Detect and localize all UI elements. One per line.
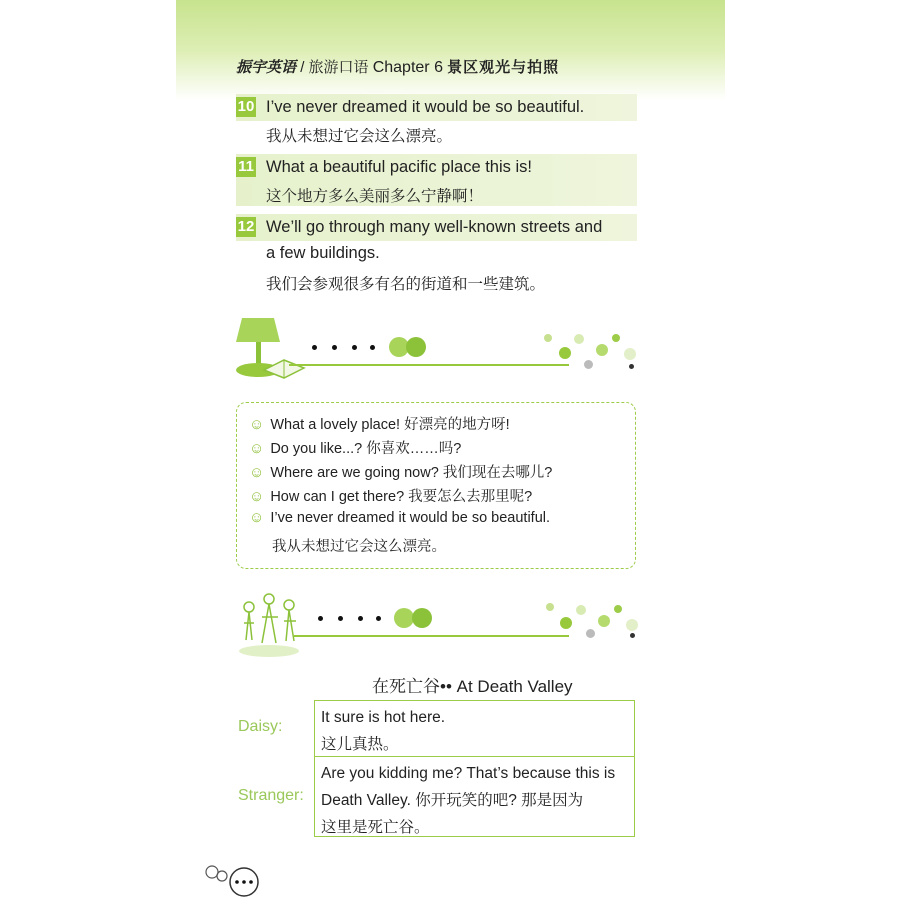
useful-phrases-box bbox=[236, 402, 636, 569]
speaker-daisy: Daisy: bbox=[238, 718, 283, 735]
dialogue-line-text: 这里是死亡谷。 bbox=[321, 819, 430, 836]
divider-bubble bbox=[559, 347, 571, 359]
smiley-icon: ☺ bbox=[249, 464, 265, 481]
sentence-english: I’ve never dreamed it would be so beautiful. bbox=[266, 98, 585, 116]
divider-bubble bbox=[626, 619, 638, 631]
sentence-english: What a beautiful pacific place this is! bbox=[266, 158, 532, 176]
sentence-number: 12 bbox=[237, 218, 255, 235]
phrase-item: ☺ How can I get there? 我要怎么去那里呢? bbox=[249, 488, 533, 505]
dialogue-line-text: Death Valley. 你开玩笑的吧? 那是因为 bbox=[321, 792, 584, 809]
dialogue-line-stranger bbox=[314, 756, 635, 837]
sentence-11 bbox=[236, 154, 637, 210]
chapter-label: Chapter 6 bbox=[372, 59, 443, 76]
smiley-icon: ☺ bbox=[249, 488, 265, 505]
people-sketch-icon bbox=[234, 585, 304, 660]
sentence-number: 10 bbox=[237, 98, 255, 115]
divider-dot bbox=[358, 616, 363, 621]
divider-bubble bbox=[598, 615, 610, 627]
sentence-12 bbox=[236, 214, 637, 298]
divider-bubble bbox=[544, 334, 552, 342]
divider-line bbox=[289, 364, 569, 366]
sentence-english-cont: a few buildings. bbox=[266, 244, 380, 262]
divider-line bbox=[294, 635, 569, 637]
dialogue-line-text: It sure is hot here. bbox=[321, 709, 446, 726]
divider-bubble bbox=[576, 605, 586, 615]
divider-bubble bbox=[560, 617, 572, 629]
smiley-icon: ☺ bbox=[249, 509, 265, 526]
divider-bubble bbox=[574, 334, 584, 344]
divider-dot bbox=[338, 616, 343, 621]
divider-dot bbox=[318, 616, 323, 621]
series-name: / 旅游口语 bbox=[300, 59, 369, 76]
divider-bubble bbox=[546, 603, 554, 611]
phrase-item: ☺ What a lovely place! 好漂亮的地方呀! bbox=[249, 416, 510, 433]
chapter-title: 景区观光与拍照 bbox=[447, 59, 560, 76]
phrase-item-cont: 我从未想过它会这么漂亮。 bbox=[272, 539, 446, 555]
divider-dot bbox=[352, 345, 357, 350]
dialogue-line-text: 这儿真热。 bbox=[321, 736, 399, 753]
divider-bubble bbox=[586, 629, 595, 638]
divider-bubble bbox=[596, 344, 608, 356]
sentence-english: We’ll go through many well-known streets and bbox=[266, 218, 603, 236]
section-divider-dialogue bbox=[234, 585, 644, 655]
divider-dot bbox=[312, 345, 317, 350]
phrase-item: ☺ Where are we going now? 我们现在去哪儿? bbox=[249, 464, 553, 481]
sentence-10 bbox=[236, 94, 637, 150]
smiley-icon: ☺ bbox=[249, 416, 265, 433]
phrase-item: ☺ Do you like...? 你喜欢……吗? bbox=[249, 440, 462, 457]
divider-bubble bbox=[406, 337, 426, 357]
phrase-item: ☺ I’ve never dreamed it would be so beautiful. bbox=[249, 509, 551, 526]
divider-dot bbox=[332, 345, 337, 350]
book-page bbox=[176, 0, 725, 900]
sentence-chinese: 这个地方多么美丽多么宁静啊！ bbox=[266, 187, 484, 205]
sentence-chinese: 我从未想过它会这么漂亮。 bbox=[266, 127, 453, 145]
sentence-number: 11 bbox=[236, 157, 256, 177]
dialogue-title: 在死亡谷•• At Death Valley bbox=[372, 677, 573, 696]
divider-bubble bbox=[584, 360, 593, 369]
bubbles-icon bbox=[204, 860, 264, 900]
sentence-chinese: 我们会参观很多有名的街道和一些建筑。 bbox=[266, 275, 546, 293]
divider-bubble bbox=[629, 364, 634, 369]
header-band bbox=[176, 0, 725, 100]
dialogue-line-daisy bbox=[314, 700, 635, 758]
divider-dot bbox=[370, 345, 375, 350]
divider-bubble bbox=[624, 348, 636, 360]
divider-bubble bbox=[630, 633, 635, 638]
divider-dot bbox=[376, 616, 381, 621]
section-divider-phrases bbox=[234, 312, 644, 382]
divider-bubble bbox=[412, 608, 432, 628]
divider-bubble bbox=[394, 608, 414, 628]
page-header bbox=[236, 56, 559, 77]
dialogue-line-text: Are you kidding me? That’s because this is bbox=[321, 765, 616, 782]
speaker-stranger: Stranger: bbox=[238, 787, 304, 804]
divider-bubble bbox=[614, 605, 622, 613]
brand-name: 振宇英语 bbox=[236, 59, 297, 76]
lamp-book-icon bbox=[234, 312, 309, 384]
divider-bubble bbox=[612, 334, 620, 342]
smiley-icon: ☺ bbox=[249, 440, 265, 457]
